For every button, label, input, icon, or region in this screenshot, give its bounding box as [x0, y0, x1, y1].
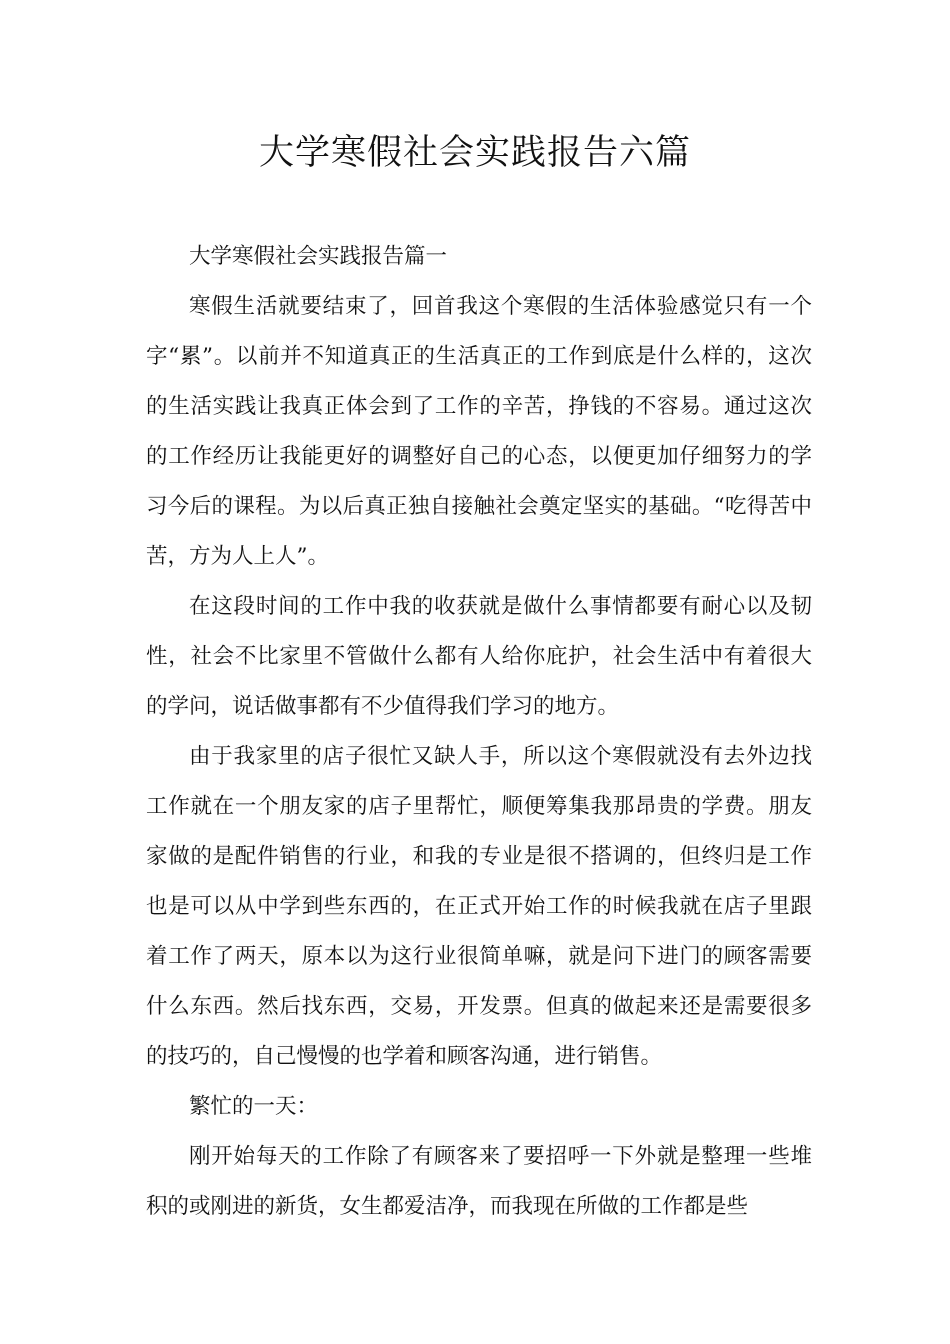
paragraph-2: 在这段时间的工作中我的收获就是做什么事情都要有耐心以及韧性，社会不比家里不管做什么都有人给你庇护，社会生活中有着很大的学问，说话做事都有不少值得我们学习的地方。 [146, 594, 812, 719]
document-body [146, 232, 812, 1232]
paragraph-4: 刚开始每天的工作除了有顾客来了要招呼一下外就是整理一些堆积的或刚进的新货，女生都爱洁净，而我现在所做的工作都是些 [146, 1144, 812, 1219]
subheading: 繁忙的一天： [189, 1094, 319, 1119]
section-heading: 大学寒假社会实践报告篇一 [189, 244, 448, 269]
document-title: 大学寒假社会实践报告六篇 [258, 133, 691, 173]
paragraph-1: 寒假生活就要结束了，回首我这个寒假的生活体验感觉只有一个字“累”。以前并不知道真正的生活真正的工作到底是什么样的，这次的生活实践让我真正体会到了工作的辛苦，挣钱的不容易。通过这次的工作经历让我能更好的调整好自己的心态，以便更加仔细努力的学习今后的课程。为以后真正独自接触社会奠定坚实的基础。“吃得苦中苦，方为人上人”。 [146, 294, 812, 569]
paragraph-3: 由于我家里的店子很忙又缺人手，所以这个寒假就没有去外边找工作就在一个朋友家的店子里帮忙，顺便筹集我那昂贵的学费。朋友家做的是配件销售的行业，和我的专业是很不搭调的，但终归是工作也是可以从中学到些东西的，在正式开始工作的时候我就在店子里跟着工作了两天，原本以为这行业很简单嘛，就是问下进门的顾客需要什么东西。然后找东西，交易，开发票。但真的做起来还是需要很多的技巧的，自己慢慢的也学着和顾客沟通，进行销售。 [146, 744, 812, 1069]
